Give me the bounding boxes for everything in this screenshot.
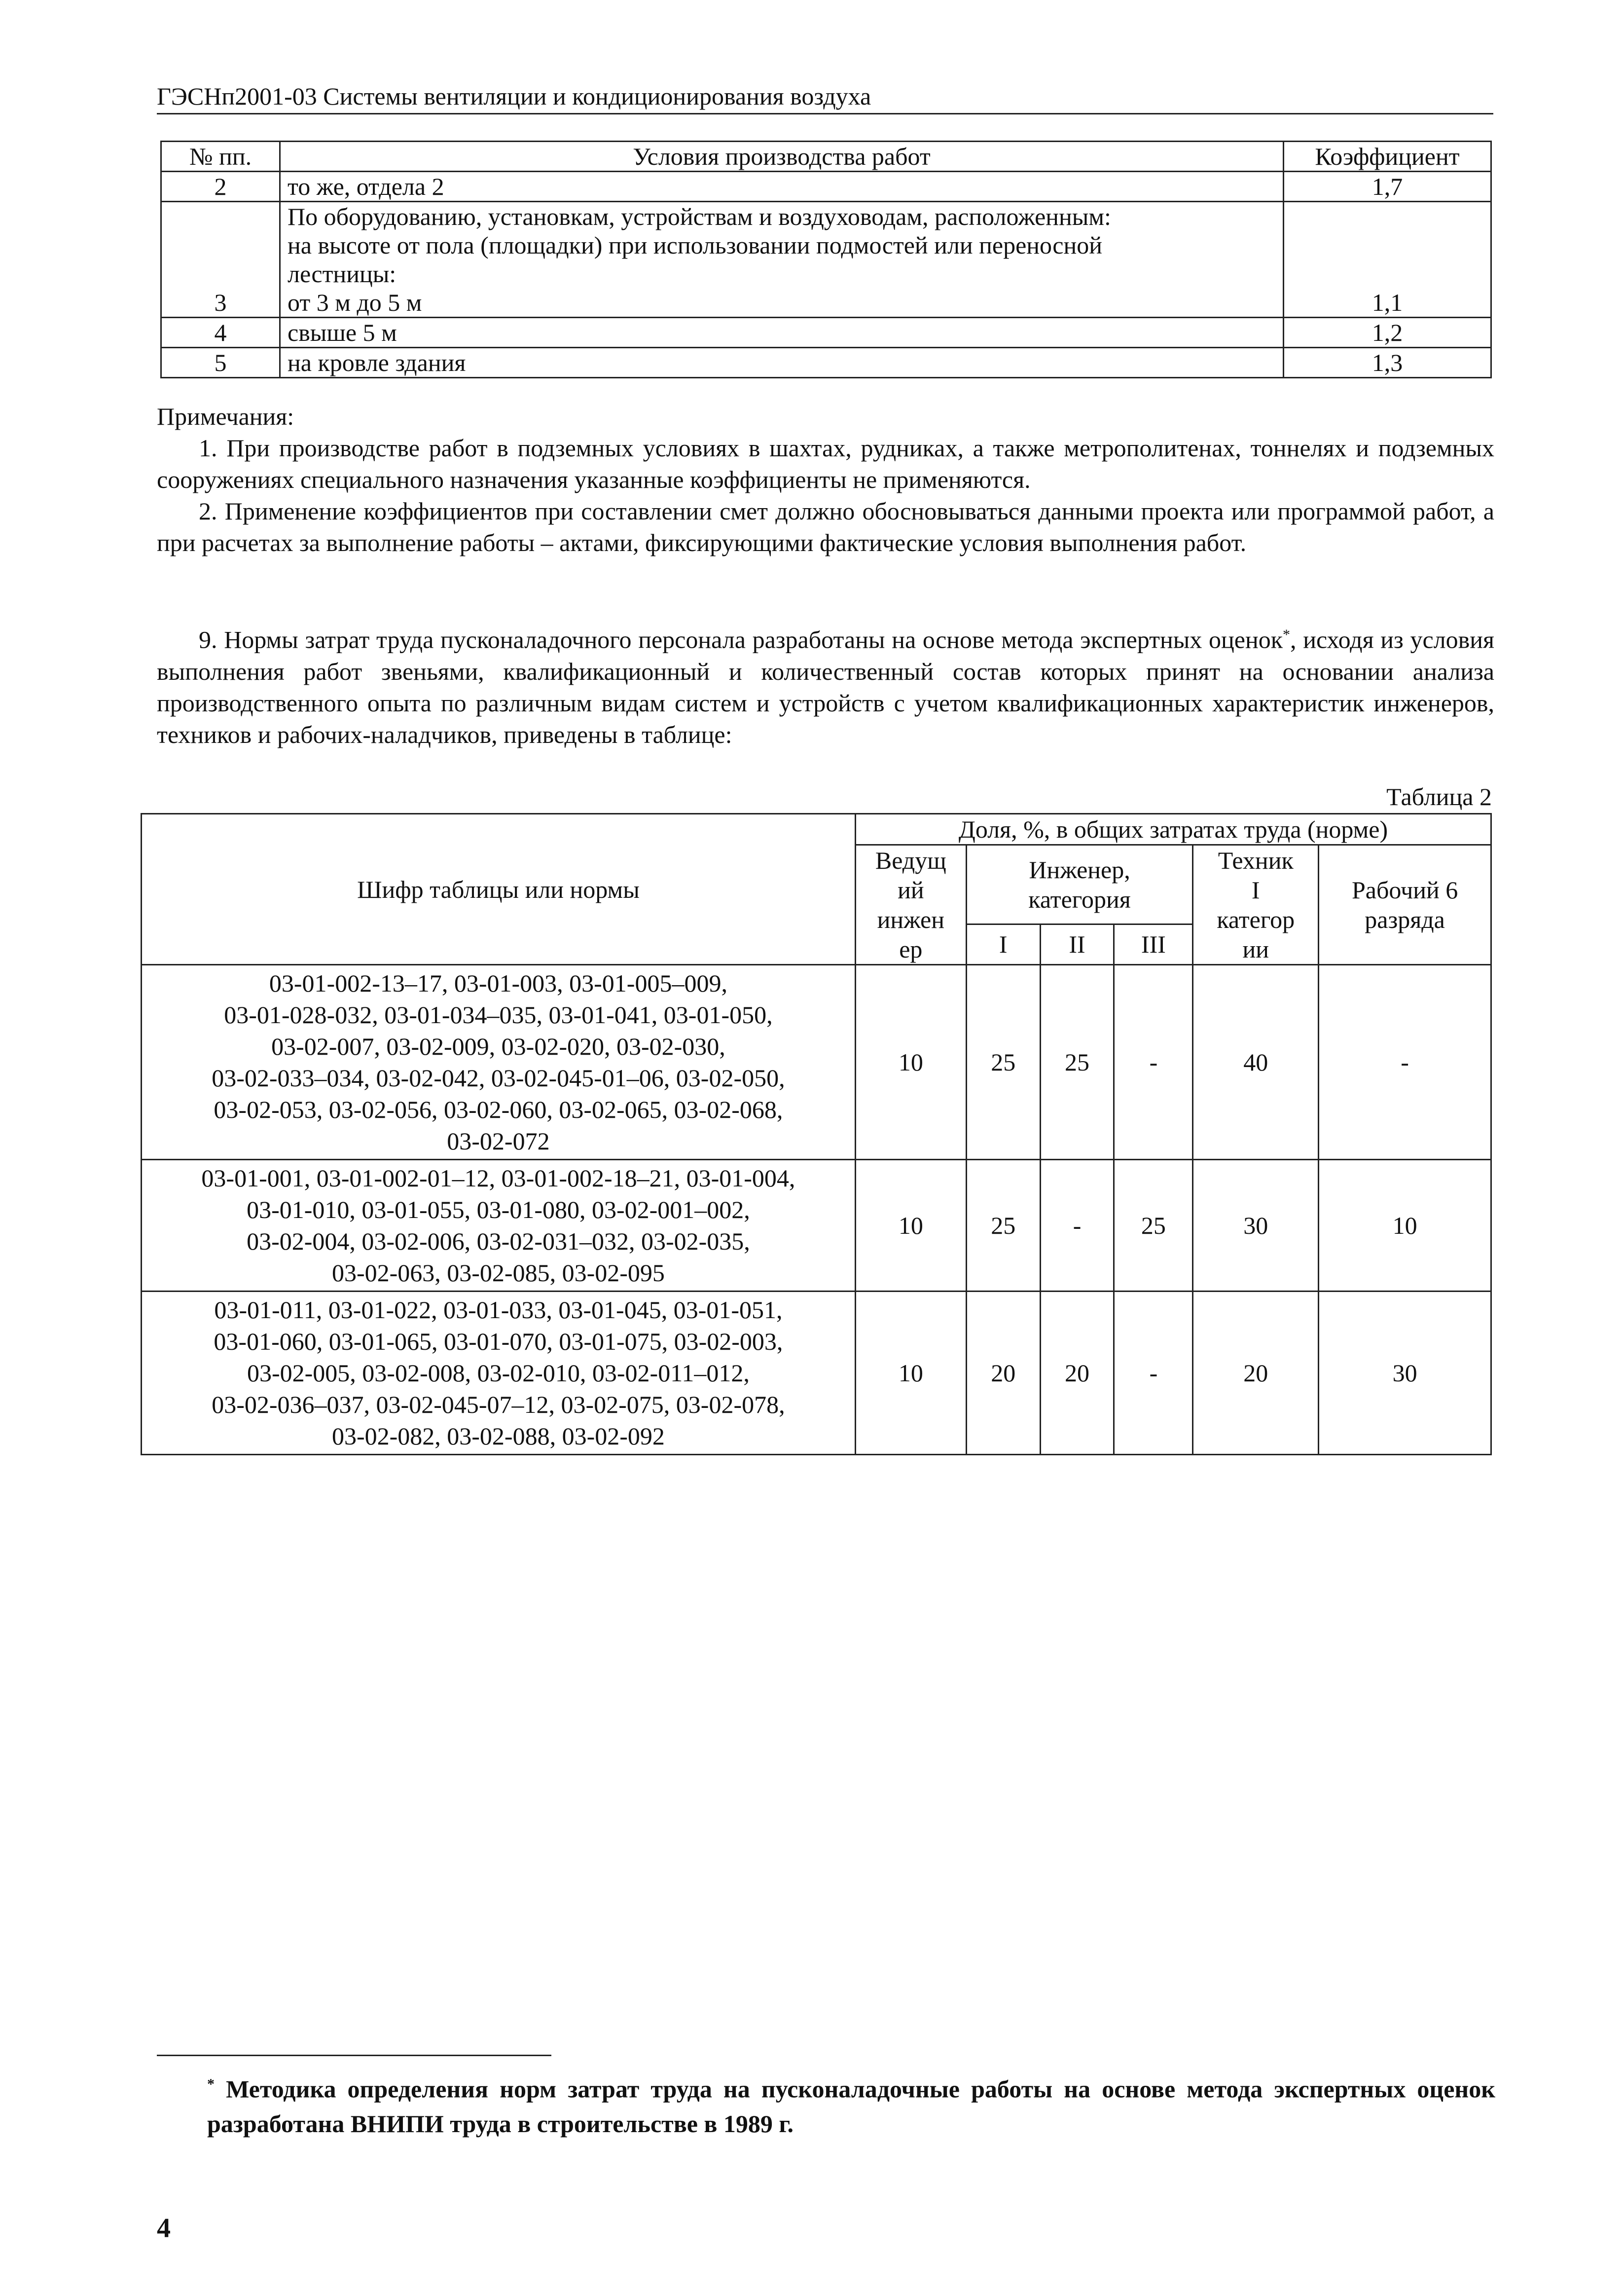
row-num: 5 (161, 348, 280, 378)
tech-cell: 30 (1193, 1160, 1319, 1292)
row-text: свыше 5 м (280, 318, 1284, 348)
eng1-cell: 25 (966, 1160, 1040, 1292)
row-num: 3 (161, 202, 280, 318)
col-header-lead-engineer (855, 845, 966, 965)
row-num: 2 (161, 172, 280, 202)
table-row (142, 965, 1491, 1160)
note-item: 1. При производстве работ в подземных условиях в шахтах, рудниках, а также метрополитенах, тоннелях и подземных сооружениях специального назначения указанные коэффициенты не применяются. (157, 434, 1494, 493)
code-line: 03-02-005, 03-02-008, 03-02-010, 03-02-011–012, (247, 1359, 750, 1387)
header-line: ер (899, 935, 923, 963)
col-header-technician (1193, 845, 1319, 965)
col-header-code: Шифр таблицы или нормы (142, 814, 856, 965)
code-line: 03-01-028-032, 03-01-034–035, 03-01-041, 03-01-050, (224, 1001, 773, 1029)
page-number: 4 (157, 2213, 171, 2244)
code-line: 03-02-036–037, 03-02-045-07–12, 03-02-075, 03-02-078, (212, 1391, 785, 1418)
code-line: 03-02-033–034, 03-02-042, 03-02-045-01–06, 03-02-050, (212, 1064, 785, 1092)
row-num: 4 (161, 318, 280, 348)
col-header-cat-3: III (1114, 924, 1193, 964)
table-row (161, 318, 1491, 348)
code-line: 03-01-010, 03-01-055, 03-01-080, 03-02-001–002, (247, 1196, 750, 1223)
code-line: 03-01-060, 03-01-065, 03-01-070, 03-01-075, 03-02-003, (214, 1328, 783, 1355)
col-header-num: № пп. (161, 142, 280, 172)
table-caption: Таблица 2 (1386, 783, 1492, 811)
code-line: 03-02-063, 03-02-085, 03-02-095 (331, 1259, 665, 1287)
footnote-mark: * (207, 2076, 215, 2092)
table-row (142, 1160, 1491, 1292)
row-coef: 1,2 (1284, 318, 1491, 348)
worker-cell: - (1319, 965, 1491, 1160)
code-line: 03-02-053, 03-02-056, 03-02-060, 03-02-065, 03-02-068, (214, 1096, 783, 1123)
header-line: категория (1028, 885, 1131, 913)
header-line: категор (1217, 906, 1295, 933)
header-line: Ведущ (875, 847, 946, 874)
footnote-mark: * (1283, 627, 1291, 643)
table-row (161, 202, 1491, 318)
labor-share-table (141, 813, 1492, 1455)
col-header-coef: Коэффициент (1284, 142, 1491, 172)
codes-cell (142, 1160, 856, 1292)
eng3-cell: - (1114, 965, 1193, 1160)
col-header-engineer (966, 845, 1193, 924)
eng2-cell: 20 (1040, 1292, 1114, 1455)
row-intro-line: По оборудованию, установкам, устройствам и воздуховодам, расположенным: (288, 203, 1111, 230)
col-header-cat-1: I (966, 924, 1040, 964)
eng2-cell: - (1040, 1160, 1114, 1292)
row-intro-line: лестницы: (288, 260, 397, 288)
row-subitem: от 3 м до 5 м (288, 289, 422, 316)
codes-cell (142, 965, 856, 1160)
row-intro-line: на высоте от пола (площадки) при использовании подмостей или переносной (288, 231, 1103, 259)
header-line: ии (1242, 935, 1269, 963)
notes-title: Примечания: (157, 403, 294, 430)
row-text (280, 202, 1284, 318)
lead-cell: 10 (855, 1160, 966, 1292)
table-row (142, 1292, 1491, 1455)
eng3-cell: 25 (1114, 1160, 1193, 1292)
worker-cell: 30 (1319, 1292, 1491, 1455)
table-header-row (161, 142, 1491, 172)
eng3-cell: - (1114, 1292, 1193, 1455)
note-item: 2. Применение коэффициентов при составлении смет должно обосновываться данными проекта или программой работ, а при расчетах за выполнение работы – актами, фиксирующими фактические условия выполнения работ. (157, 497, 1494, 556)
header-line: Техник (1218, 847, 1294, 874)
code-line: 03-01-002-13–17, 03-01-003, 03-01-005–009, (269, 969, 727, 997)
table-row (161, 348, 1491, 378)
paragraph-9-text: 9. Нормы затрат труда пусконаладочного персонала разработаны на основе метода экспертных оценок (199, 626, 1283, 654)
table-row (161, 172, 1491, 202)
lead-cell: 10 (855, 1292, 966, 1455)
table-header-row (142, 814, 1491, 845)
eng1-cell: 20 (966, 1292, 1040, 1455)
eng2-cell: 25 (1040, 965, 1114, 1160)
tech-cell: 20 (1193, 1292, 1319, 1455)
footnote-text: Методика определения норм затрат труда на пусконаладочные работы на основе метода экспертных оценок разработана ВНИПИ труда в строительстве в 1989 г. (207, 2075, 1495, 2138)
row-text: на кровле здания (280, 348, 1284, 378)
header-line: ий (898, 876, 924, 904)
worker-cell: 10 (1319, 1160, 1491, 1292)
footnote (207, 2067, 1495, 2141)
row-coef: 1,7 (1284, 172, 1491, 202)
col-header-conditions: Условия производства работ (280, 142, 1284, 172)
row-coef: 1,3 (1284, 348, 1491, 378)
paragraph-9-text: , исходя из условия выполнения работ звеньями, квалификационный и количественный состав которых принят на основании анализа производственного опыта по различным видам систем и устройств с учетом квалификационных характеристик инженеров, техников и рабочих-наладчиков, приведены в таблице: (157, 626, 1495, 748)
paragraph-9 (157, 619, 1494, 750)
code-line: 03-02-082, 03-02-088, 03-02-092 (331, 1422, 665, 1450)
conditions-table (160, 141, 1492, 378)
row-coef: 1,1 (1284, 202, 1491, 318)
col-header-share: Доля, %, в общих затратах труда (норме) (855, 814, 1491, 845)
code-line: 03-01-011, 03-01-022, 03-01-033, 03-01-045, 03-01-051, (214, 1296, 783, 1324)
tech-cell: 40 (1193, 965, 1319, 1160)
notes-block (157, 401, 1494, 558)
row-text: то же, отдела 2 (280, 172, 1284, 202)
lead-cell: 10 (855, 965, 966, 1160)
codes-cell (142, 1292, 856, 1455)
header-line: Инженер, (1029, 855, 1130, 884)
running-header: ГЭСНп2001-03 Системы вентиляции и кондиционирования воздуха (157, 81, 1493, 114)
footnote-divider (157, 2055, 551, 2056)
header-line: инжен (877, 906, 944, 933)
code-line: 03-01-001, 03-01-002-01–12, 03-01-002-18–21, 03-01-004, (201, 1164, 795, 1192)
header-line: Рабочий 6 (1351, 876, 1458, 904)
code-line: 03-02-007, 03-02-009, 03-02-020, 03-02-030, (271, 1033, 725, 1060)
code-line: 03-02-072 (447, 1127, 550, 1155)
code-line: 03-02-004, 03-02-006, 03-02-031–032, 03-02-035, (247, 1227, 750, 1255)
eng1-cell: 25 (966, 965, 1040, 1160)
col-header-cat-2: II (1040, 924, 1114, 964)
col-header-worker (1319, 845, 1491, 965)
header-line: разряда (1365, 906, 1445, 933)
header-line: I (1251, 876, 1260, 904)
